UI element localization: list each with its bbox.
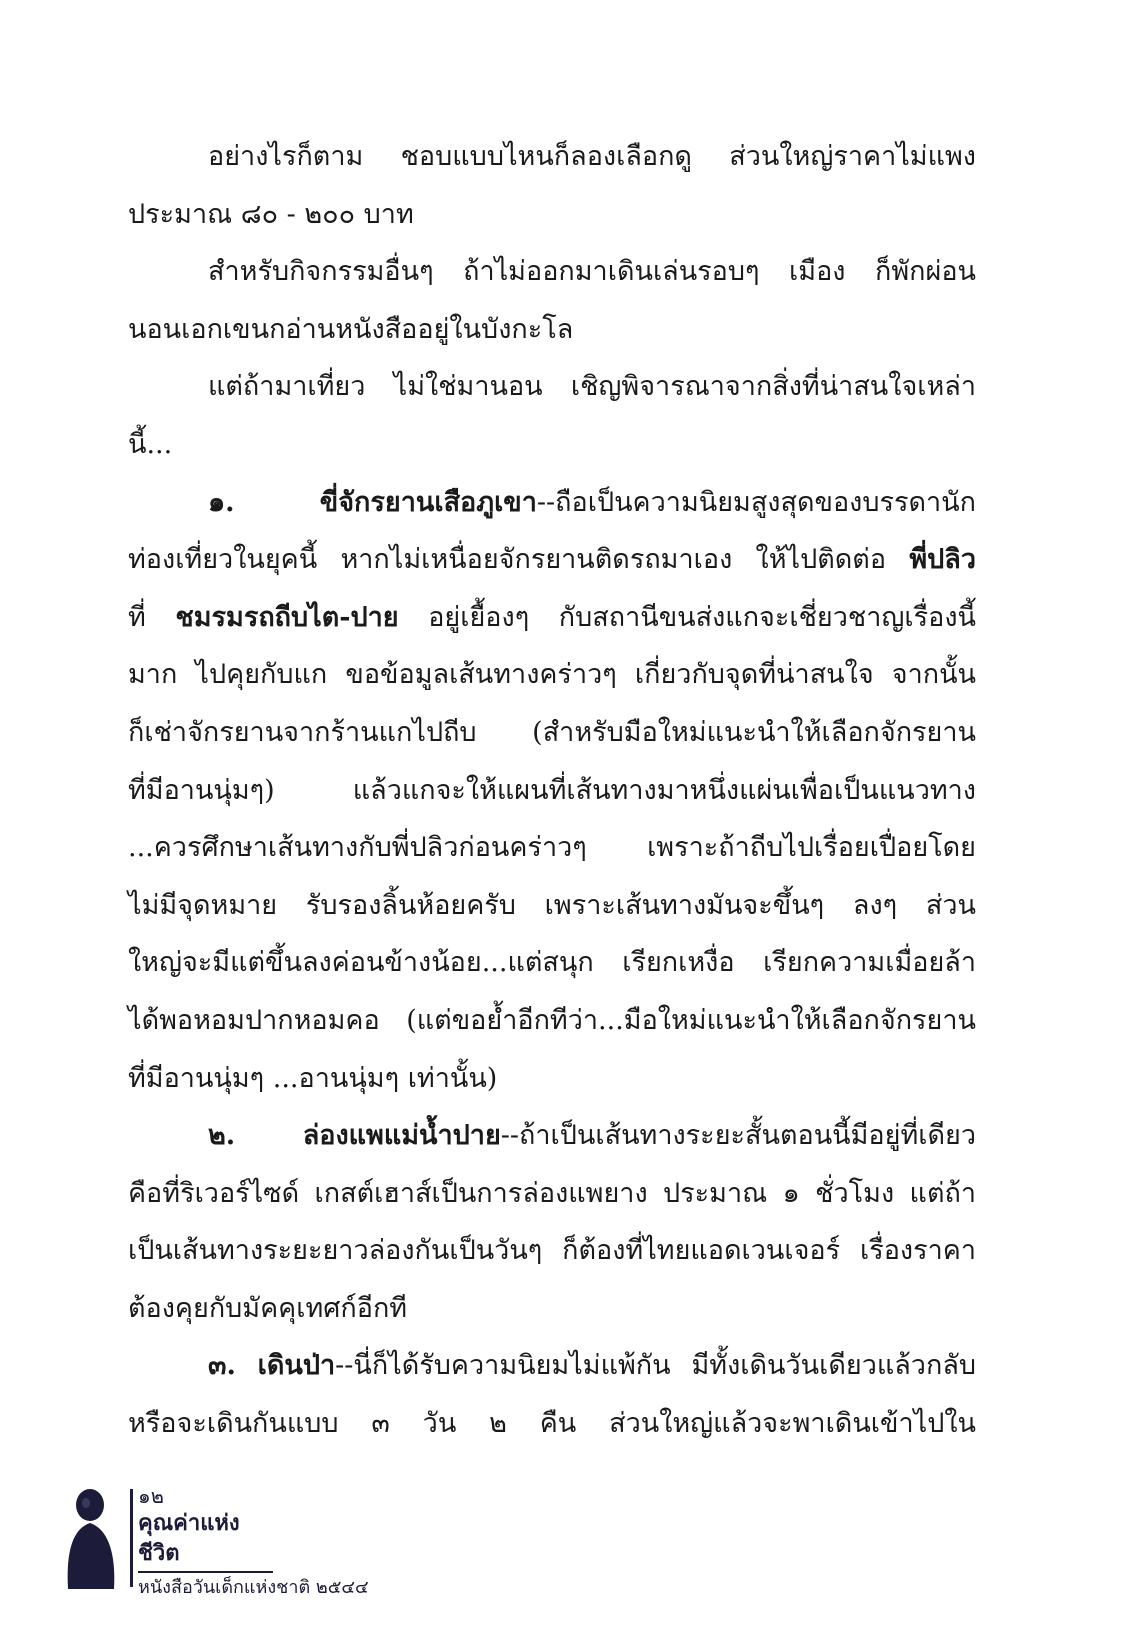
text-line: [128, 1337, 976, 1395]
item-heading: ๒. ล่องแพแม่น้ำปาย: [208, 1120, 501, 1152]
monk-portrait-icon: [62, 1483, 118, 1589]
text-line: ก็เช่าจักรยานจากร้านแกไปถีบ (สำหรับมือใหม่แนะนำให้เลือกจักรยาน: [128, 716, 976, 748]
text-line: ไม่มีจุดหมาย รับรองลิ้นห้อยครับ เพราะเส้นทางมันจะขึ้นๆ ลงๆ ส่วน: [128, 889, 976, 921]
text-span: ที่: [128, 601, 146, 633]
text-line: แต่ถ้ามาเที่ยว ไม่ใช่มานอน เชิญพิจารณาจากสิ่งที่น่าสนใจเหล่า: [208, 371, 976, 403]
text-line: [128, 531, 976, 589]
text-span: อยู่เยื้องๆ กับสถานีขนส่งแกจะเชี่ยวชาญเรื่องนี้: [428, 601, 976, 633]
footer-divider: [130, 1489, 133, 1587]
text-span: --ถือเป็นความนิยมสูงสุดของบรรดานัก: [536, 486, 976, 518]
text-line: [128, 1107, 976, 1165]
book-subtitle: หนังสือวันเด็กแห่งชาติ ๒๕๔๔: [138, 1577, 369, 1598]
text-line: อย่างไรก็ตาม ชอบแบบไหนก็ลองเลือกดู ส่วนใหญ่ราคาไม่แพง: [208, 141, 976, 172]
text-line: ใหญ่จะมีแต่ขึ้นลงค่อนข้างน้อย...แต่สนุก เรียกเหงื่อ เรียกความเมื่อยล้า: [128, 947, 976, 979]
text-span: --นี่ก็ได้รับความนิยมไม่แพ้กัน มีทั้งเดินวันเดียวแล้วกลับ: [335, 1350, 976, 1382]
text-line: หรือจะเดินกันแบบ ๓ วัน ๒ คืน ส่วนใหญ่แล้วจะพาเดินเข้าไปใน: [128, 1408, 976, 1440]
text-line: นี้...: [128, 428, 173, 460]
text-line: [128, 589, 976, 647]
text-line: นอนเอกเขนกอ่านหนังสืออยู่ในบังกะโล: [128, 313, 574, 345]
text-line: ต้องคุยกับมัคคุเทศก์อีกที: [128, 1292, 408, 1324]
text-line: คือที่ริเวอร์ไซด์ เกสต์เฮาส์เป็นการล่องแพยาง ประมาณ ๑ ชั่วโมง แต่ถ้า: [128, 1177, 976, 1209]
page-footer: [62, 1483, 382, 1598]
text-line: มาก ไปคุยกับแก ขอข้อมูลเส้นทางคร่าวๆ เกี่ยวกับจุดที่น่าสนใจ จากนั้น: [128, 659, 976, 691]
page-number: ๑๒: [138, 1484, 164, 1508]
text-line: ได้พอหอมปากหอมคอ (แต่ขอย้ำอีกทีว่า...มือใหม่แนะนำให้เลือกจักรยาน: [128, 1004, 976, 1036]
bold-name: พี่ปลิว: [909, 544, 976, 576]
text-line: [128, 474, 976, 532]
text-line: ที่มีอานนุ่มๆ) แล้วแกจะให้แผนที่เส้นทางมาหนึ่งแผ่นเพื่อเป็นแนวทาง: [128, 774, 976, 806]
item-heading: ๑. ขี่จักรยานเสือภูเขา: [208, 486, 537, 518]
book-title: คุณค่าแห่งชีวิต: [138, 1509, 273, 1573]
text-line: ประมาณ ๘๐ - ๒๐๐ บาท: [128, 198, 414, 230]
text-line: สำหรับกิจกรรมอื่นๆ ถ้าไม่ออกมาเดินเล่นรอบๆ เมือง ก็พักผ่อน: [208, 256, 976, 288]
text-span: --ถ้าเป็นเส้นทางระยะสั้นตอนนี้มีอยู่ที่เดียว: [500, 1120, 976, 1152]
bold-club: ชมรมรถถีบไต-ปาย: [175, 601, 399, 633]
text-line: ...ควรศึกษาเส้นทางกับพี่ปลิวก่อนคร่าวๆ เพราะถ้าถีบไปเรื่อยเปื่อยโดย: [128, 832, 976, 864]
text-line: เป็นเส้นทางระยะยาวล่องกันเป็นวันๆ ก็ต้องที่ไทยแอดเวนเจอร์ เรื่องราคา: [128, 1235, 976, 1267]
text-span: ท่องเที่ยวในยุคนี้ หากไม่เหนื่อยจักรยานติดรถมาเอง ให้ไปติดต่อ: [128, 544, 887, 576]
item-heading: ๓. เดินป่า: [208, 1350, 336, 1382]
footer-text-block: [138, 1483, 369, 1603]
text-line: ที่มีอานนุ่มๆ ...อานนุ่มๆ เท่านั้น): [128, 1062, 498, 1094]
page-body: [128, 128, 976, 1453]
